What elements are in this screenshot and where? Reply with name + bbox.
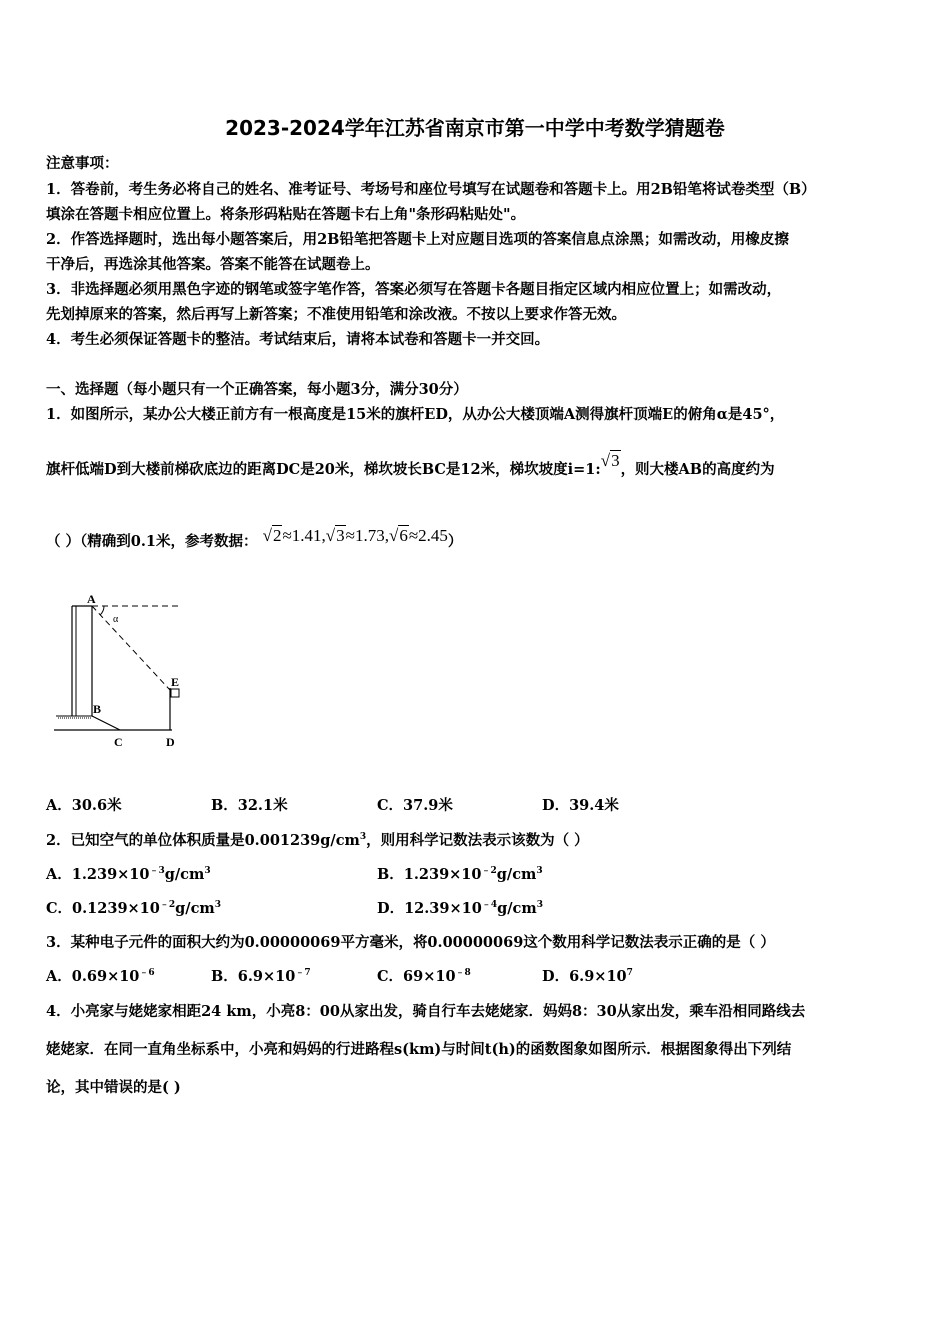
ref-sqrt3: √3 [325,526,345,545]
q2-option-b[interactable]: B．$1.239\times 10^{﹣2}g/cm^3$ [377,866,543,883]
notice-line-3: 2．作答选择题时，选出每小题答案后，用2B铅笔把答题卡上对应题目选项的答案信息点涂黑；如需改动，用橡皮擦 [46,231,789,248]
label-e: E [171,675,180,689]
ref-val-2: ≈1.73, [345,526,389,545]
ref-sqrt2: √2 [262,526,282,545]
notice-line-2: 填涂在答题卡相应位置上。将条形码粘贴在答题卡右上角"条形码粘贴处"。 [46,206,526,223]
sqrt3-expression: √3 [600,451,620,470]
notice-line-5: 3．非选择题必须用黑色字迹的钢笔或签字笔作答，答案必须写在答题卡各题目指定区域内相应位置上；如需改动， [46,281,782,298]
q1-line-3 [46,526,463,551]
ref-val-3: ≈2.45 [408,526,448,545]
q2-stem-sup: 3 [359,832,367,843]
q3-stem: 3．某种电子元件的面积大约为0.00000069平方毫米，将0.00000069这个数用科学记数法表示正确的是（ ） [46,934,775,951]
flag [171,689,179,697]
alpha-angle-arc [100,606,104,615]
label-a: A [87,592,96,606]
section-heading: 一、选择题（每小题只有一个正确答案，每小题3分，满分30分） [46,381,468,398]
q1-line-2-text-a: 旗杆低端D到大楼前梯砍底边的距离DC是20米，梯坎坡长BC是12米，梯坎坡度i=1: [46,461,601,478]
sqrt3-radicand: 3 [611,451,620,470]
q2-option-d[interactable]: D．$12.39\times 10^{﹣4}g/cm^3$ [377,900,543,917]
q2-option-c[interactable]: C．$0.1239\times 10^{﹣2}g/cm^3$ [46,900,222,917]
sight-line-ae [92,606,170,690]
q4-line-1: 4．小亮家与姥姥家相距24 km，小亮8：00从家出发，骑自行车去姥姥家．妈妈8：30从家出发，乘车沿相同路线去 [46,1003,806,1020]
ref-sqrt6: √6 [388,526,408,545]
q1-option-c[interactable]: C．37.9米 [377,797,453,814]
q4-line-2: 姥姥家．在同一直角坐标系中，小亮和妈妈的行进路程s(km)与时间t(h)的函数图象如图所示．根据图象得出下列结 [46,1041,792,1058]
reference-data [263,526,448,545]
notice-line-7: 4．考生必须保证答题卡的整洁。考试结束后，请将本试卷和答题卡一并交回。 [46,331,550,348]
label-c: C [114,735,123,749]
q2-option-a[interactable]: A．$1.239\times 10^{﹣3}g/cm^3$ [46,866,211,883]
slope-bc [92,716,120,730]
q3-option-d[interactable]: D．$6.9\times 10^7$ [542,968,633,985]
q3-option-c[interactable]: C．$69\times 10^{﹣8}$ [377,968,471,985]
q1-line-2 [46,451,775,479]
q3-option-a[interactable]: A．$0.69\times 10^{﹣6}$ [46,968,155,985]
q2-stem-text-b: ，则用科学记数法表示该数为（ ） [366,832,589,849]
building-flagpole-figure [46,588,236,758]
q4-line-3: 论，其中错误的是( ) [46,1079,181,1096]
ref-val-1: ≈1.41, [282,526,326,545]
page-title: 2023-2024学年江苏省南京市第一中学中考数学猜题卷 [225,116,725,140]
q1-line-3-text-a: （ ）（精确到0.1米，参考数据： [46,533,258,550]
q2-stem-text-a: 2．已知空气的单位体积质量是0.001239g/cm [46,832,360,849]
notice-line-4: 干净后，再选涂其他答案。答案不能答在试题卷上。 [46,256,380,273]
notice-line-1: 1．答卷前，考生务必将自己的姓名、准考证号、考场号和座位号填写在试题卷和答题卡上。用2B铅笔将试卷类型（B） [46,181,816,198]
label-d: D [166,735,175,749]
label-b: B [93,702,102,716]
q1-line-1: 1．如图所示，某办公大楼正前方有一根高度是15米的旗杆ED，从办公大楼顶端A测得旗杆顶端E的俯角α是45°， [46,406,785,423]
q1-option-d[interactable]: D．39.4米 [542,797,619,814]
q1-option-a[interactable]: A．30.6米 [46,797,122,814]
q2-stem [46,829,589,850]
notice-heading: 注意事项： [46,155,119,172]
q3-option-b[interactable]: B．$6.9\times 10^{﹣7}$ [211,968,311,985]
notice-line-6: 先划掉原来的答案，然后再写上新答案；不准使用铅笔和涂改液。不按以上要求作答无效。 [46,306,626,323]
label-alpha: α [113,614,119,625]
q1-line-2-text-b: ，则大楼AB的高度约为 [620,461,775,478]
q1-option-b[interactable]: B．32.1米 [211,797,288,814]
q1-line-3-text-b: ） [447,533,463,550]
